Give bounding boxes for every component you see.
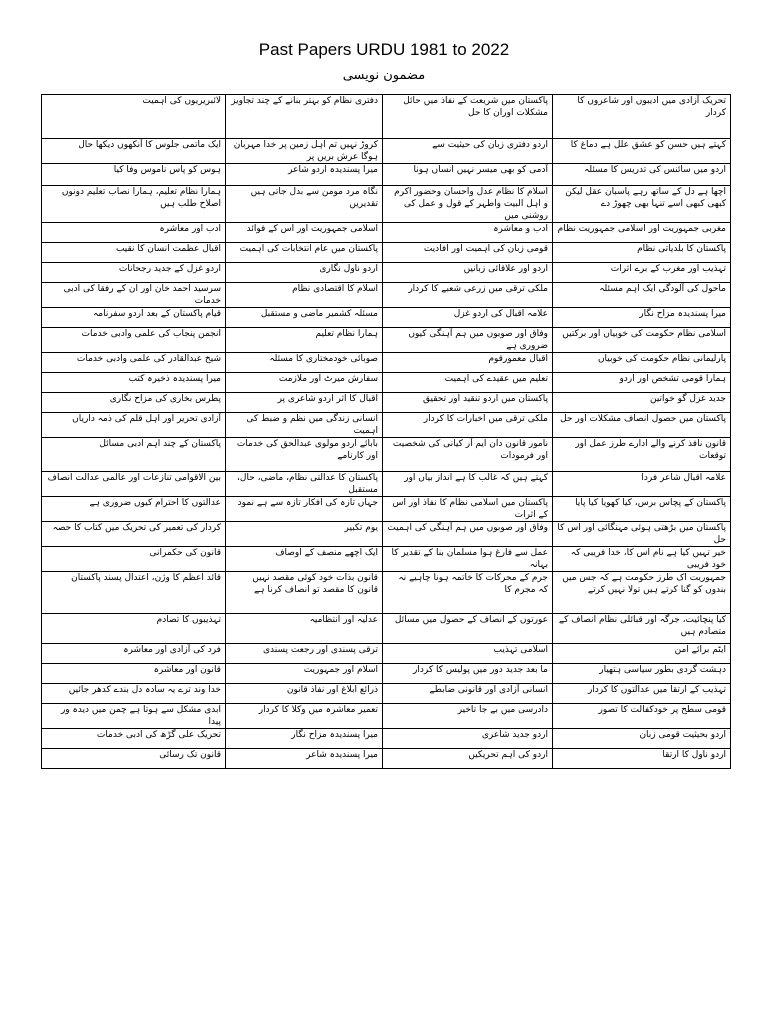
table-row: [42, 572, 731, 614]
topic-cell: تعمیر معاشرہ میں وکلا کا کردار: [226, 704, 383, 729]
topic-cell: قانون بذات خود کوئی مقصد نہیں قانون کا مقصد تو انصاف کرنا ہے: [226, 572, 383, 614]
topic-cell: قومی زبان کی اہمیت اور افادیت: [383, 243, 553, 263]
topic-cell: انسانی زندگی میں نظم و ضبط کی اہمیت: [226, 413, 383, 438]
topic-cell: تحریک علی گڑھ کی ادبی خدمات: [42, 729, 226, 749]
topic-cell: ہمارا نظام تعلیم، ہمارا نصاب تعلیم دونوں اصلاح طلب ہیں: [42, 186, 226, 223]
topic-cell: اردو ناول کا ارتقا: [553, 749, 731, 769]
topic-cell: ما بعد جدید دور میں پولیس کا کردار: [383, 664, 553, 684]
topic-cell: پاکستان کے چند اہم ادبی مسائل: [42, 438, 226, 472]
topic-cell: آزادی تحریر اور اہل قلم کی ذمہ داریاں: [42, 413, 226, 438]
topic-cell: اسلام کا نظام عدل واحسان وحضور اکرم و اہل البیت واطہر کے قول و عمل کی روشنی میں: [383, 186, 553, 223]
topic-cell: تعلیم میں عقیدے کی اہمیت: [383, 373, 553, 393]
table-row: [42, 729, 731, 749]
page-subtitle: مضمون نویسی: [342, 68, 426, 83]
topic-cell: لائبریریوں کی اہمیت: [42, 95, 226, 139]
topic-cell: قائد اعظم کا وژن، اعتدال پسند پاکستان: [42, 572, 226, 614]
table-row: [42, 704, 731, 729]
topic-cell: جمہوریت اک طرز حکومت ہے کہ جس میں بندوں کو گنا کرتے ہیں تولا نہیں کرتے: [553, 572, 731, 614]
topic-cell: وفاق اور صوبوں میں ہم آہنگی کیوں ضروری ہے: [383, 328, 553, 353]
topic-cell: اسلام اور جمہوریت: [226, 664, 383, 684]
table-row: [42, 243, 731, 263]
essay-topics-table: [41, 94, 731, 769]
topic-cell: اردو ناول نگاری: [226, 263, 383, 283]
table-row: [42, 664, 731, 684]
topic-cell: پاکستان کا عدالتی نظام، ماضی، حال، مستقبل: [226, 472, 383, 497]
topic-cell: ملکی ترقی میں اخبارات کا کردار: [383, 413, 553, 438]
table-row: [42, 644, 731, 664]
topic-cell: جہاں تازہ کی افکار تازہ سے ہے نمود: [226, 497, 383, 522]
topic-cell: پاکستان میں اسلامی نظام کا نفاذ اور اس کے اثرات: [383, 497, 553, 522]
topic-cell: اسلامی جمہوریت اور اس کے فوائد: [226, 223, 383, 243]
topic-cell: تہذیب اور مغرب کے برے اثرات: [553, 263, 731, 283]
topic-cell: اقبال معمورقوم: [383, 353, 553, 373]
table-row: [42, 353, 731, 373]
topic-cell: قیام پاکستان کے بعد اردو سفرنامہ: [42, 308, 226, 328]
table-row: [42, 522, 731, 547]
topic-cell: پاکستان میں عام انتخابات کی اہمیت: [226, 243, 383, 263]
topic-cell: کیا پنچائیت، جرگہ اور قبائلی نظام انصاف کے متصادم ہیں: [553, 614, 731, 644]
topic-cell: میرا پسندیدہ مزاح نگار: [553, 308, 731, 328]
topic-cell: مغربی جمہوریت اور اسلامی جمہوریت نظام: [553, 223, 731, 243]
topic-cell: عدالتوں کا احترام کیوں ضروری ہے: [42, 497, 226, 522]
topic-cell: اچھا ہے دل کے ساتھ رہے پاسبان عقل لیکن کبھی کبھی اسے تنہا بھی چھوڑ دے: [553, 186, 731, 223]
table-row: [42, 684, 731, 704]
essay-topics-body: [42, 95, 731, 769]
topic-cell: شیخ عبدالقادر کی علمی وادبی خدمات: [42, 353, 226, 373]
topic-cell: اردو اور علاقائی زبانیں: [383, 263, 553, 283]
topic-cell: دفتری نظام کو بہتر بنانے کے چند تجاویز: [226, 95, 383, 139]
table-row: [42, 263, 731, 283]
topic-cell: کہتے ہیں کہ غالب کا ہے انداز بیاں اور: [383, 472, 553, 497]
topic-cell: پاکستان میں بڑھتی ہوئی مہنگائی اور اس کا حل: [553, 522, 731, 547]
topic-cell: قانون نافذ کرنے والے ادارے طرز عمل اور توقعات: [553, 438, 731, 472]
topic-cell: کروڑ نہیں تم اہل زمین پر خدا مہربان ہوگا عرش بریں پر: [226, 139, 383, 164]
topic-cell: یوم تکبیر: [226, 522, 383, 547]
topic-cell: پارلیمانی نظام حکومت کی خوبیاں: [553, 353, 731, 373]
topic-cell: عدلیہ اور انتظامیہ: [226, 614, 383, 644]
topic-cell: اردو جدید شاعری: [383, 729, 553, 749]
table-row: [42, 164, 731, 186]
table-row: [42, 614, 731, 644]
topic-cell: عمل سے فارغ ہوا مسلمان بنا کے تقدیر کا بہانہ: [383, 547, 553, 572]
table-row: [42, 438, 731, 472]
topic-cell: نامور قانون دان ایم آر کیانی کی شخصیت اور فرمودات: [383, 438, 553, 472]
table-row: [42, 547, 731, 572]
topic-cell: ایک ماتمی جلوس کا آنکھوں دیکھا حال: [42, 139, 226, 164]
topic-cell: ملکی ترقی میں زرعی شعبے کا کردار: [383, 283, 553, 308]
table-row: [42, 139, 731, 164]
table-row: [42, 393, 731, 413]
topic-cell: سفارش میرٹ اور ملازمت: [226, 373, 383, 393]
topic-cell: پاکستان میں حصول انصاف مشکلات اور حل: [553, 413, 731, 438]
topic-cell: اقبال عظمت انسان کا نقیب: [42, 243, 226, 263]
topic-cell: ہمارا قومی تشخص اور اردو: [553, 373, 731, 393]
topic-cell: ہوس کو پاس ناموس وفا کیا: [42, 164, 226, 186]
topic-cell: اردو دفتری زبان کی حیثیت سے: [383, 139, 553, 164]
table-row: [42, 308, 731, 328]
topic-cell: خیر تہیں کیا ہے نام اس کا، خدا فریبی کہ خود فریبی: [553, 547, 731, 572]
table-row: [42, 497, 731, 522]
topic-cell: قانون کی حکمرانی: [42, 547, 226, 572]
topic-cell: ابدی مشکل سے ہوتا ہے چمن میں دیدہ ور پیدا: [42, 704, 226, 729]
topic-cell: علامہ اقبال شاعر فردا: [553, 472, 731, 497]
topic-cell: پاکستان کے پچاس برس، کیا کھویا کیا پایا: [553, 497, 731, 522]
topic-cell: پاکستان کا بلدیاتی نظام: [553, 243, 731, 263]
topic-cell: جدید غزل گو خواتین: [553, 393, 731, 413]
topic-cell: پطرس بخاری کی مزاح نگاری: [42, 393, 226, 413]
topic-cell: آدمی کو بھی میسر نہیں انساں ہونا: [383, 164, 553, 186]
topic-cell: بین الاقوامی تنازعات اور عالمی عدالت انصاف: [42, 472, 226, 497]
topic-cell: ادب و معاشرہ: [383, 223, 553, 243]
table-row: [42, 413, 731, 438]
table-row: [42, 749, 731, 769]
topic-cell: ہمارا نظام تعلیم: [226, 328, 383, 353]
table-row: [42, 95, 731, 139]
topic-cell: میرا پسندیدہ مزاح نگار: [226, 729, 383, 749]
table-row: [42, 186, 731, 223]
topic-cell: ذرائع ابلاغ اور نفاذ قانون: [226, 684, 383, 704]
topic-cell: ماحول کی آلودگی ایک اہم مسئلہ: [553, 283, 731, 308]
topic-cell: تہذیب کے ارتقا میں عدالتوں کا کردار: [553, 684, 731, 704]
topic-cell: ادب اور معاشرہ: [42, 223, 226, 243]
topic-cell: پاکستان میں اردو تنقید اور تحقیق: [383, 393, 553, 413]
topic-cell: کہتے ہیں حسن کو عشق علل ہے دماغ کا: [553, 139, 731, 164]
table-row: [42, 373, 731, 393]
topic-cell: اسلامی نظام حکومت کی خوبیاں اور برکتیں: [553, 328, 731, 353]
table-row: [42, 472, 731, 497]
topic-cell: قانون تک رسائی: [42, 749, 226, 769]
topic-cell: اسلامی تہذیب: [383, 644, 553, 664]
topic-cell: دادرسی میں بے جا تاخیر: [383, 704, 553, 729]
topic-cell: ترقی پسندی اور رجعت پسندی: [226, 644, 383, 664]
topic-cell: تحریک آزادی میں ادیبوں اور شاعروں کا کردار: [553, 95, 731, 139]
topic-cell: مسئلہ کشمیر ماضی و مستقبل: [226, 308, 383, 328]
table-row: [42, 328, 731, 353]
topic-cell: اسلام کا اقتصادی نظام: [226, 283, 383, 308]
topic-cell: انسانی آزادی اور قانونی ضابطے: [383, 684, 553, 704]
topic-cell: پاکستان میں شریعت کے نفاذ میں حائل مشکلات اوران کا حل: [383, 95, 553, 139]
topic-cell: عورتوں کے انصاف کے حصول میں مسائل: [383, 614, 553, 644]
topic-cell: وفاق اور صوبوں میں ہم آہنگی کی اہمیت: [383, 522, 553, 547]
topic-cell: اردو میں سائنس کی تدریس کا مسئلہ: [553, 164, 731, 186]
table-row: [42, 283, 731, 308]
topic-cell: ایٹم برائے امن: [553, 644, 731, 664]
topic-cell: انجمن پنجاب کی علمی وادبی خدمات: [42, 328, 226, 353]
topic-cell: اقبال کا اثر اردو شاعری پر: [226, 393, 383, 413]
topic-cell: کردار کی تعمیر کی تحریک میں کتاب کا حصہ: [42, 522, 226, 547]
topic-cell: سرسید احمد خان اور ان کے رفقا کی ادبی خدمات: [42, 283, 226, 308]
topic-cell: اردو غزل کے جدید رجحانات: [42, 263, 226, 283]
topic-cell: صوبائی خودمختاری کا مسئلہ: [226, 353, 383, 373]
page-title: Past Papers URDU 1981 to 2022: [258, 40, 510, 59]
table-row: [42, 223, 731, 243]
topic-cell: دہشت گردی بطور سیاسی ہتھیار: [553, 664, 731, 684]
topic-cell: ایک اچھے منصف کے اوصاف: [226, 547, 383, 572]
topic-cell: فرد کی آزادی اور معاشرہ: [42, 644, 226, 664]
topic-cell: اردو بحیثیت قومی زبان: [553, 729, 731, 749]
topic-cell: میرا پسندیدہ اردو شاعر: [226, 164, 383, 186]
topic-cell: بابائے اردو مولوی عبدالحق کی خدمات اور کارنامے: [226, 438, 383, 472]
topic-cell: اردو کی اہم تحریکیں: [383, 749, 553, 769]
topic-cell: قومی سطح پر خودکفالت کا تصور: [553, 704, 731, 729]
topic-cell: قانون اور معاشرہ: [42, 664, 226, 684]
topic-cell: میرا پسندیدہ شاعر: [226, 749, 383, 769]
topic-cell: خدا وند ترے یہ سادہ دل بندے کدھر جائیں: [42, 684, 226, 704]
topic-cell: علامہ اقبال کی اردو غزل: [383, 308, 553, 328]
topic-cell: جرم کے محرکات کا خاتمہ ہونا چاہیے نہ کہ مجرم کا: [383, 572, 553, 614]
topic-cell: میرا پسندیدہ ذخیرہ کتب: [42, 373, 226, 393]
topic-cell: نگاہ مرد مومن سے بدل جاتی ہیں تقدیریں: [226, 186, 383, 223]
topic-cell: تہذیبوں کا تصادم: [42, 614, 226, 644]
